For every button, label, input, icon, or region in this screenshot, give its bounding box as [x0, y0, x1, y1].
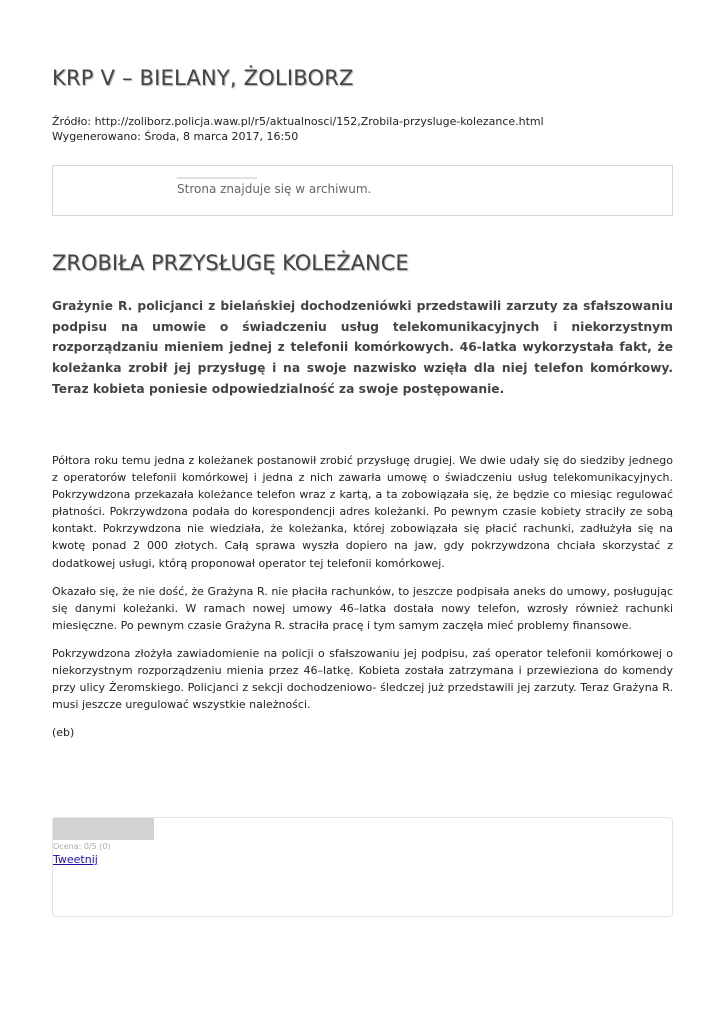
article-author: (eb) — [52, 726, 75, 740]
article-body — [52, 452, 673, 752]
source-url: Źródło: http://zoliborz.policja.waw.pl/r5/aktualnosci/152,Zrobila-przysluge-kolezance.html — [52, 115, 544, 128]
print-meta — [52, 114, 544, 144]
article-paragraph: Pokrzywdzona złożyła zawiadomienie na policji o sfałszowaniu jej podpisu, zaś operator telefonii komórkowej o niekorzystnym rozporządzeniu mienia przez 46–latkę. Kobieta została zatrzymana i przewieziona do komendy przy ulicy Żeromskiego. Policjanci z sekcji dochodzeniowo- śledczej już przedstawili jej zarzuty. Teraz Grażyna R. musi jeszcze uregulować wszystkie należności. — [52, 646, 673, 712]
rating-stars-bar[interactable] — [53, 818, 154, 840]
tweet-link[interactable]: Tweetnij — [53, 853, 98, 866]
article-paragraph: Półtora roku temu jedna z koleżanek postanowił zrobić przysługę drugiej. We dwie udały się do siedziby jednego z operatorów telefonii komórkowej i jedna z nich zawarła umowę o świadczeniu usług telekomunikacyjnych. Pokrzywdzona przekazała koleżance telefon wraz z kartą, a ta zobowiązała się, że będzie co miesiąc regulować płatności. Pokrzywdzona podała do korespondencji adres koleżanki. Po pewnym czasie kobiety straciły ze sobą kontakt. Pokrzywdzona nie wiedziała, że koleżanka, której zobowiązała się płacić rachunki, zadłużyła się na kwotę ponad 2 000 złotych. Całą sprawa wyszła dopiero na jaw, gdy pokrzywdzona chciała skorzystać z dodatkowej usługi, którą proponował operator tej telefonii komórkowej. — [52, 454, 673, 570]
rating-score: Ocena: 0/5 (0) — [53, 842, 111, 851]
archive-notice-text: Strona znajduje się w archiwum. — [177, 182, 372, 196]
article-title: ZROBIŁA PRZYSŁUGĘ KOLEŻANCE — [52, 251, 409, 275]
article-lead: Grażynie R. policjanci z bielańskiej dochodzeniówki przedstawili zarzuty za sfałszowaniu podpisu na umowie o świadczeniu usług telekomunikacyjnych i niekorzystnym rozporządzaniu mieniem jednej z telefonii komórkowych. 46-latka wykorzystała fakt, że koleżanka zrobił jej przysługę i na swoje nazwisko wzięła dla niej telefon komórkowy. Teraz kobieta poniesie odpowiedzialność za swoje postępowanie. — [52, 299, 673, 396]
article-paragraph: Okazało się, że nie dość, że Grażyna R. nie płaciła rachunków, to jeszcze podpisała aneks do umowy, posługując się danymi koleżanki. W ramach nowej umowy 46–latka dostała nowy telefon, wzrosły również rachunki miesięczne. Po pewnym czasie Grażyna R. straciła pracę i tym samym zaczęła mieć problemy finansowe. — [52, 584, 673, 632]
generated-date: Wygenerowano: Środa, 8 marca 2017, 16:50 — [52, 130, 299, 143]
site-title: KRP V – BIELANY, ŻOLIBORZ — [52, 66, 354, 90]
archive-notice — [52, 165, 673, 216]
rating-box — [52, 817, 673, 917]
archive-notice-bar — [177, 177, 257, 179]
